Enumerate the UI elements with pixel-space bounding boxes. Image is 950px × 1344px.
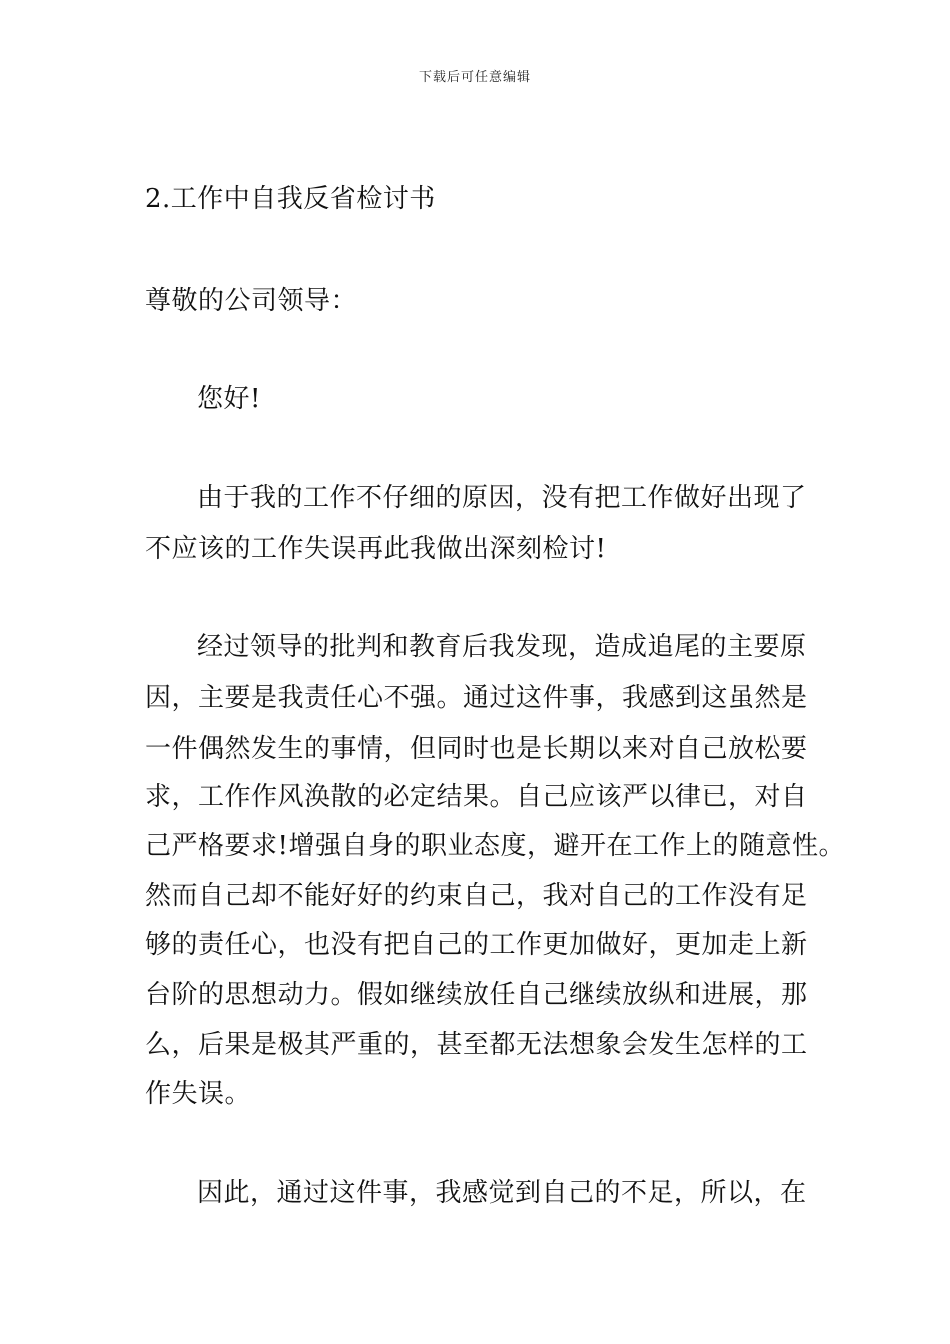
paragraph-1-line-2: 不应该的工作失误再此我做出深刻检讨! <box>145 534 607 564</box>
paragraph-2-line-6: 然而自己却不能好好的约束自己，我对自己的工作没有足 <box>145 881 808 911</box>
document-title: 2.工作中自我反省检讨书 <box>145 184 436 214</box>
page-header-note: 下载后可任意编辑 <box>418 70 531 85</box>
paragraph-2-line-3: 一件偶然发生的事情，但同时也是长期以来对自己放松要 <box>145 734 808 764</box>
paragraph-2-line-4: 求，工作作风涣散的必定结果。自己应该严以律已，对自 <box>145 782 808 812</box>
paragraph-2-line-1: 经过领导的批判和教育后我发现，造成追尾的主要原 <box>197 632 807 662</box>
paragraph-1-line-1: 由于我的工作不仔细的原因，没有把工作做好出现了 <box>197 483 807 513</box>
paragraph-2-line-5: 己严格要求!增强自身的职业态度，避开在工作上的随意性。 <box>145 831 845 861</box>
paragraph-2-line-9: 么，后果是极其严重的，甚至都无法想象会发生怎样的工 <box>145 1030 808 1060</box>
paragraph-3-line-1: 因此，通过这件事，我感觉到自己的不足，所以，在 <box>197 1178 807 1208</box>
salutation: 尊敬的公司领导： <box>145 286 358 316</box>
paragraph-2-line-2: 因，主要是我责任心不强。通过这件事，我感到这虽然是 <box>145 683 808 713</box>
paragraph-2-line-7: 够的责任心，也没有把自己的工作更加做好，更加走上新 <box>145 930 808 960</box>
paragraph-2-line-8: 台阶的思想动力。假如继续放任自己继续放纵和进展，那 <box>145 980 808 1010</box>
paragraph-2-line-10: 作失误。 <box>145 1079 252 1109</box>
greeting: 您好! <box>197 384 261 414</box>
